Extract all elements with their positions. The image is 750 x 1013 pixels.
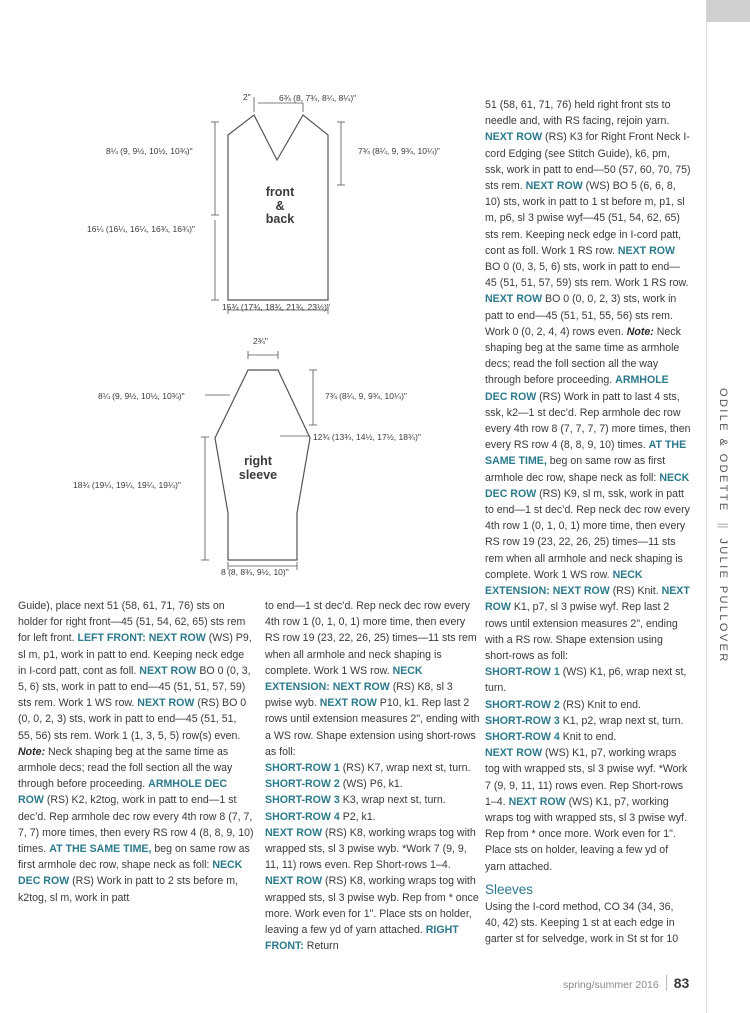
paragraph: SHORT-ROW 1 (RS) K7, wrap next st, turn. [265,762,471,775]
sleeve-top-label: 2¾" [253,336,268,346]
cuff-width-label: 8 (8, 8¾, 9½, 10)" [221,567,289,577]
front-armhole-left-label: 8¼ (9, 9½, 10½, 10¾)" [106,146,193,156]
sleeve-label-line-2: sleeve [238,467,278,482]
neck-depth-label: 2" [243,92,251,102]
sleeve-cap-left-label: 8¼ (9, 9½, 10½, 10¾)" [98,391,185,401]
front-label-line-1: front [265,185,295,199]
front-label-line-3: back [265,212,295,226]
paragraph: SHORT-ROW 3 K1, p2, wrap next st, turn. [485,714,684,727]
schematic-diagram [0,80,480,600]
body-length-label: 16¼ (16¼, 16¼, 16¾, 16¾)" [87,224,195,234]
paragraph: SHORT-ROW 4 P2, k1. [265,810,376,823]
issue-label: spring/summer 2016 [563,978,659,991]
paragraph: NEXT ROW (WS) K1, p7, working wraps tog with wrapped sts, sl 3 pwise wyf. *Work 7 (9, 9, 11, 11) rows even. Rep Short-rows 1–4. NEXT ROW (WS) K1, p7, working wraps tog with wrapped sts, sl 3 pwise wyf. Rep from * once more. Work even for 1". Place sts on holder, leaving a few yd of yarn attached. [485,747,688,873]
front-back-label [240,186,320,227]
shoulder-width-label: 6¾ (8, 7¾, 8¼, 8¼)" [279,93,357,103]
text-column-2 [265,598,480,954]
paragraph: SHORT-ROW 2 (WS) P6, k1. [265,778,403,791]
text-column-1 [18,598,254,906]
sleeve-length-label: 18¾ (19¼, 19¼, 19¼, 19¼)" [73,480,181,490]
side-tab-separator: || [717,522,729,529]
paragraph: 51 (58, 61, 71, 76) held right front sts to needle and, with RS facing, rejoin yarn. NEXT ROW (RS) K3 for Right Front Neck I-cord Edging (see Stitch Guide), k6, pm, ssk, work in patt to end—50 (57, 60, 70, 75) sts rem. NEXT ROW (WS) BO 5 (6, 6, 8, 10) sts, work in patt to 1 st before m, p1, sl m, p6, sl 3 pwise wyf—45 (51, 54, 62, 65) sts rem. Keeping neck edge in I-cord patt, cont as foll. Work 1 RS row. NEXT ROW BO 0 (0, 3, 5, 6) sts, work in patt to end—45 (51, 51, 57, 59) sts rem. Work 1 RS row. NEXT ROW BO 0 (0, 0, 2, 3) sts, work in patt to end—45 (51, 51, 55, 56) sts rem. Work 0 (0, 2, 4, 4) rows even. Note: Neck shaping beg at the same time as armhole decs; read the foll section all the way through before proceeding. ARMHOLE DEC ROW (RS) Work in patt to last 4 sts, ssk, k2—1 st dec’d. Rep armhole dec row every 4th row 8 (7, 7, 7, 7) more times, then every RS row 4 (8, 8, 9, 10) times. AT THE SAME TIME, beg on same row as first armhole dec row, shape neck as foll: NECK DEC ROW (RS) K9, sl m, ssk, work in patt to end—1 st dec’d. Rep neck dec row every 4th row 1 (0, 1, 0, 1) more time, then every RS row 19 (23, 22, 26, 25) times—11 sts rem when all armhole and neck shaping is complete. Work 1 WS row. NECK EXTENSION: NEXT ROW (RS) Knit. NEXT ROW K1, p7, sl 3 pwise wyf. Rep last 2 rows until extension measures 2", ending with a RS row. Shape extension using short-rows as foll: [485,99,691,662]
body-width-label: 15¾ (17¾, 18¾, 21¾, 23½)" [222,302,330,312]
right-sleeve-label [218,455,298,482]
paragraph: SHORT-ROW 3 K3, wrap next st, turn. [265,794,446,807]
paragraph: Guide), place next 51 (58, 61, 71, 76) sts on holder for right front—45 (51, 54, 62, 65) sts rem for left front. LEFT FRONT: NEXT ROW (WS) P9, sl m, p1, work in patt to end. Keeping neck edge in I-cord patt, cont as foll. NEXT ROW BO 0 (0, 3, 5, 6) sts, work in patt to end—45 (51, 51, 57, 59) sts rem. Work 1 WS row. NEXT ROW (RS) BO 0 (0, 0, 2, 3) sts, work in patt to end—45 (51, 51, 55, 56) sts rem. Work 1 (1, 3, 5, 5) row(s) even. Note: Neck shaping beg at the same time as armhole decs; read the foll section all the way through before proceeding. ARMHOLE DEC ROW (RS) K2, k2tog, work in patt to end—1 st dec’d. Rep armhole dec row every 4th row 8 (7, 7, 7, 7) more times, then every RS row 4 (8, 8, 9, 10) times. AT THE SAME TIME, beg on same row as first armhole dec row, shape neck as foll: NECK DEC ROW (RS) Work in patt to 2 sts before m, k2tog, sl m, work in patt [18,600,254,904]
side-tab-header [707,0,750,22]
paragraph: to end—1 st dec’d. Rep neck dec row every 4th row 1 (0, 1, 0, 1) more time, then every RS row 19 (23, 22, 26, 25) times—11 sts rem when all armhole and neck shaping is complete. Work 1 WS row. NECK EXTENSION: NEXT ROW (RS) K8, sl 3 pwise wyb. NEXT ROW P10, k1. Rep last 2 rows until extension measures 2", ending with a WS row. Shape extension using short-rows as foll: [265,600,480,758]
side-tab-label [717,388,729,664]
sleeve-label-line-1: right [244,454,272,468]
section-heading-sleeves: Sleeves [485,881,534,897]
schematic-lines [0,80,480,600]
pattern-name: ODILE & ODETTE [717,388,729,513]
footer-divider [666,975,667,991]
text-column-3 [485,97,691,947]
sleeve-cap-right-label: 7¾ (8¼, 9, 9¾, 10¼)" [325,391,407,401]
page-number: 83 [673,975,690,991]
designer-name: JULIE PULLOVER [717,538,729,664]
side-tab [706,0,750,1013]
paragraph: Using the I-cord method, CO 34 (34, 36, 40, 42) sts. Keeping 1 st at each edge in garter st for selvedge, work in St st for 10 [485,900,679,946]
paragraph: SHORT-ROW 1 (WS) K1, p6, wrap next st, turn. [485,666,687,695]
paragraph: SHORT-ROW 4 Knit to end. [485,730,617,743]
sleeve-width-label: 12¾ (13¾, 14½, 17½, 18¾)" [313,432,421,442]
page-footer [563,977,689,993]
front-label-line-2: & [275,198,285,213]
front-armhole-right-label: 7¾ (8¼, 9, 9¾, 10¼)" [358,146,440,156]
paragraph: SHORT-ROW 2 (RS) Knit to end. [485,698,642,711]
paragraph: NEXT ROW (RS) K8, working wraps tog with wrapped sts, sl 3 pwise wyb. *Work 7 (9, 9, 11, 11) rows even. Rep Short-rows 1–4. NEXT ROW (RS) K8, working wraps tog with wrapped sts, sl 3 pwise wyb. Rep from * once more. Work even for 1". Place sts on holder, leaving a few yd of yarn attached. RIGHT FRONT: Return [265,826,479,953]
